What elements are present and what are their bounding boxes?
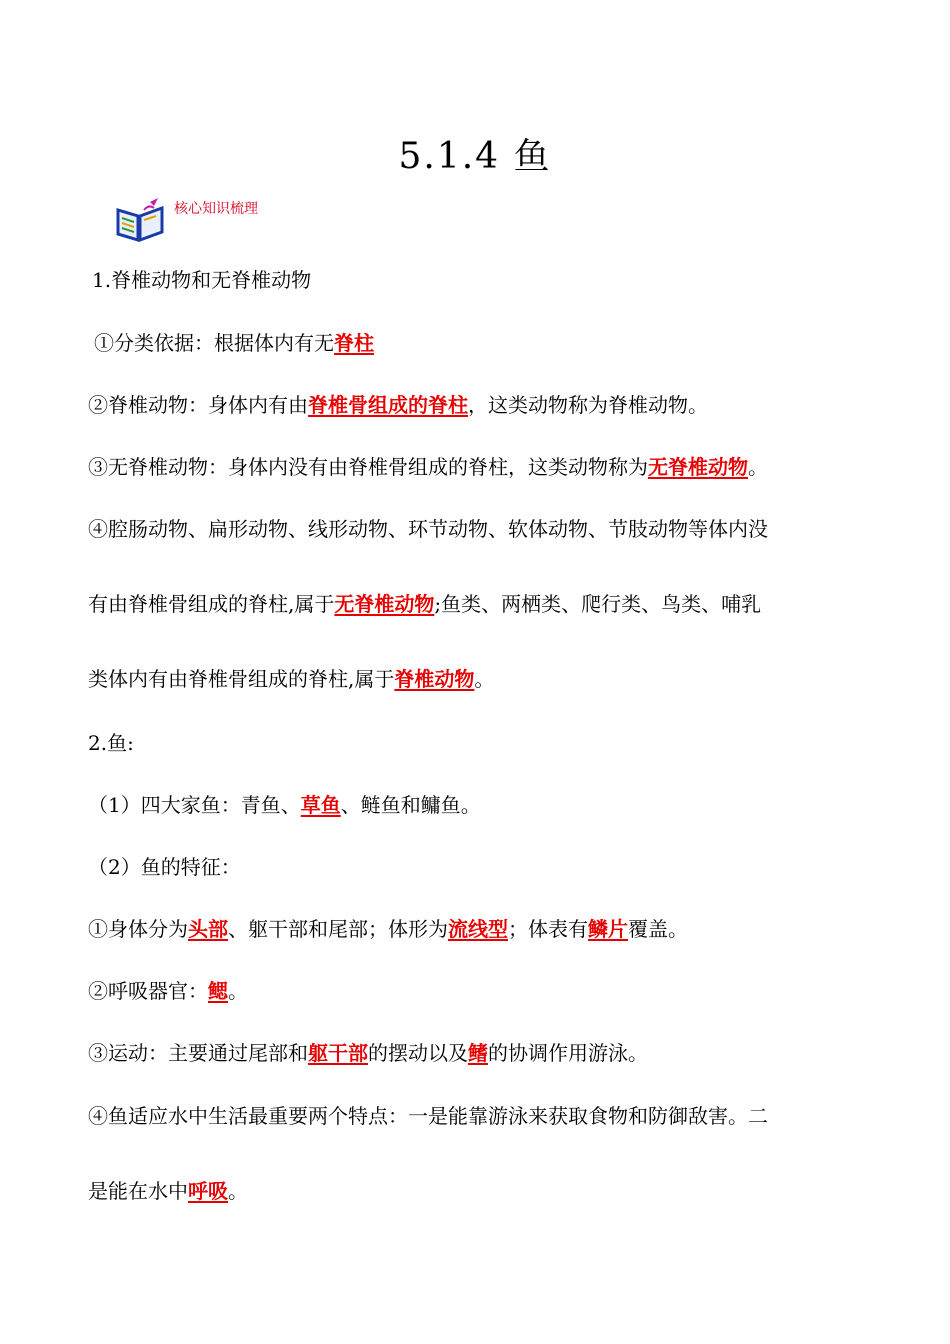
paragraph-classification-basis: ①分类依据：根据体内有无脊柱 bbox=[94, 331, 374, 355]
paragraph-four-domestic-fish: （1）四大家鱼：青鱼、草鱼、鲢鱼和鳙鱼。 bbox=[88, 793, 481, 817]
section-heading-1: 1.脊椎动物和无脊椎动物 bbox=[92, 268, 312, 292]
answer-blank: 流线型 bbox=[448, 917, 508, 941]
paragraph-invertebrates: ③无脊椎动物：身体内没有由脊椎骨组成的脊柱，这类动物称为无脊椎动物。 bbox=[88, 455, 768, 479]
answer-blank: 躯干部 bbox=[308, 1041, 368, 1065]
paragraph-vertebrates: ②脊椎动物：身体内有由脊椎骨组成的脊柱，这类动物称为脊椎动物。 bbox=[88, 393, 708, 417]
section-badge-label: 核心知识梳理 bbox=[174, 201, 258, 217]
paragraph-movement: ③运动：主要通过尾部和躯干部的摆动以及鳍的协调作用游泳。 bbox=[88, 1041, 648, 1065]
page-title: 5.1.4 鱼 bbox=[398, 136, 552, 177]
answer-blank: 脊柱 bbox=[334, 331, 374, 355]
answer-blank: 无脊椎动物 bbox=[334, 592, 435, 616]
answer-blank: 脊椎骨组成的脊柱 bbox=[308, 393, 468, 417]
answer-blank: 鳞片 bbox=[588, 917, 628, 941]
subheading-fish-features: （2）鱼的特征： bbox=[88, 855, 241, 879]
open-book-icon bbox=[114, 196, 166, 242]
answer-blank: 草鱼 bbox=[300, 793, 341, 817]
paragraph-animal-groups-line-2: 有由脊椎骨组成的脊柱,属于无脊椎动物;鱼类、两栖类、爬行类、鸟类、哺乳 bbox=[88, 592, 762, 616]
paragraph-adaptation-line-2: 是能在水中呼吸。 bbox=[88, 1179, 248, 1203]
paragraph-adaptation-line-1: ④鱼适应水中生活最重要两个特点：一是能靠游泳来获取食物和防御敌害。二 bbox=[88, 1104, 768, 1128]
section-heading-2: 2.鱼: bbox=[88, 731, 134, 755]
answer-blank: 鳃 bbox=[208, 979, 228, 1003]
answer-blank: 头部 bbox=[188, 917, 228, 941]
paragraph-respiratory-organ: ②呼吸器官：鳃。 bbox=[88, 979, 248, 1003]
paragraph-animal-groups-line-1: ④腔肠动物、扁形动物、线形动物、环节动物、软体动物、节肢动物等体内没 bbox=[88, 517, 768, 541]
paragraph-body-features: ①身体分为头部、躯干部和尾部；体形为流线型；体表有鳞片覆盖。 bbox=[88, 917, 688, 941]
paragraph-animal-groups-line-3: 类体内有由脊椎骨组成的脊柱,属于脊椎动物。 bbox=[88, 667, 495, 691]
answer-blank: 无脊椎动物 bbox=[648, 455, 748, 479]
answer-blank: 鳍 bbox=[468, 1041, 488, 1065]
answer-blank: 脊椎动物 bbox=[394, 667, 475, 691]
answer-blank: 呼吸 bbox=[188, 1179, 228, 1203]
